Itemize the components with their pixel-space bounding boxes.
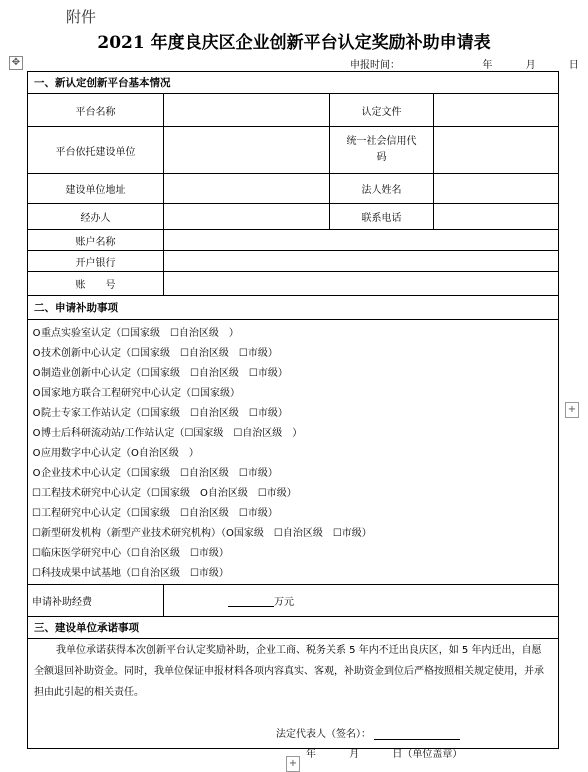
- table-row: [28, 585, 558, 617]
- account-name-label: 账户名称: [28, 230, 164, 250]
- handler-field[interactable]: [164, 204, 330, 229]
- funding-amount-line[interactable]: [228, 595, 274, 607]
- table-row: [28, 230, 558, 251]
- table-row: [28, 272, 558, 296]
- option-label: 技术创新中心认定（☐国家级 ☐自治区级 ☐市级）: [41, 348, 278, 359]
- handler-label: 经办人: [28, 204, 164, 229]
- subsidy-options-area: [28, 320, 558, 585]
- subsidy-option[interactable]: [32, 364, 288, 379]
- table-row: [28, 94, 558, 127]
- legal-rep-label: 法定代表人（签名）：: [276, 729, 371, 740]
- credit-code-field[interactable]: [434, 127, 558, 173]
- subsidy-option[interactable]: [32, 504, 278, 519]
- sign-date: [306, 745, 462, 760]
- option-checkbox-icon[interactable]: ☐: [32, 548, 41, 559]
- section2-heading-row: [28, 296, 558, 320]
- subsidy-option[interactable]: [32, 344, 278, 359]
- page-title: 2021 年度良庆区企业创新平台认定奖励补助申请表: [97, 33, 491, 53]
- subsidy-option[interactable]: [32, 444, 199, 459]
- host-unit-label: 平台依托建设单位: [28, 127, 164, 173]
- funding-field[interactable]: [164, 585, 558, 616]
- section2-heading: 二、申请补助事项: [34, 302, 118, 314]
- table-row: [28, 204, 558, 230]
- bank-label: 开户银行: [28, 251, 164, 271]
- date-month: 月: [525, 60, 536, 71]
- account-no-label: 账 号: [28, 272, 164, 295]
- option-checkbox-icon[interactable]: O: [32, 468, 41, 479]
- signature-line[interactable]: [374, 728, 460, 740]
- option-label: 制造业创新中心认定（☐国家级 ☐自治区级 ☐市级）: [41, 368, 288, 379]
- application-date: [350, 56, 579, 71]
- application-form-table: [27, 71, 559, 760]
- date-day: 日: [568, 60, 579, 71]
- platform-name-label: 平台名称: [28, 94, 164, 126]
- sign-day: 日（单位盖章）: [392, 749, 463, 760]
- pledge-area: [28, 639, 558, 760]
- subsidy-option[interactable]: [32, 564, 229, 579]
- address-field[interactable]: [164, 174, 330, 203]
- section1-heading-row: [28, 72, 558, 94]
- attachment-label: 附件: [66, 8, 97, 26]
- funding-label: 申请补助经费: [28, 585, 164, 616]
- credit-code-label: 统一社会信用代码: [330, 127, 434, 173]
- section3-heading-row: [28, 617, 558, 639]
- option-checkbox-icon[interactable]: O: [32, 448, 41, 459]
- address-label: 建设单位地址: [28, 174, 164, 203]
- subsidy-option[interactable]: [32, 324, 239, 339]
- phone-label: 联系电话: [330, 204, 434, 229]
- option-checkbox-icon[interactable]: O: [32, 368, 41, 379]
- subsidy-option[interactable]: [32, 524, 372, 539]
- option-label: 工程技术研究中心认定（☐国家级 O自治区级 ☐市级）: [41, 488, 297, 499]
- option-checkbox-icon[interactable]: ☐: [32, 508, 41, 519]
- option-checkbox-icon[interactable]: ☐: [32, 528, 41, 539]
- option-label: 博士后科研流动站/工作站认定（☐国家级 ☐自治区级 ）: [41, 428, 303, 439]
- option-label: 应用数字中心认定（O自治区级 ）: [41, 448, 199, 459]
- option-label: 国家地方联合工程研究中心认定（☐国家级）: [41, 388, 240, 399]
- legal-person-label: 法人姓名: [330, 174, 434, 203]
- subsidy-option[interactable]: [32, 484, 297, 499]
- option-checkbox-icon[interactable]: O: [32, 388, 41, 399]
- host-unit-field[interactable]: [164, 127, 330, 173]
- table-row: [28, 251, 558, 272]
- option-checkbox-icon[interactable]: O: [32, 328, 41, 339]
- option-checkbox-icon[interactable]: ☐: [32, 488, 41, 499]
- option-label: 院士专家工作站认定（☐国家级 ☐自治区级 ☐市级）: [41, 408, 288, 419]
- account-name-field[interactable]: [164, 230, 558, 250]
- add-column-plus-icon[interactable]: +: [565, 402, 579, 418]
- cert-doc-field[interactable]: [434, 94, 558, 126]
- funding-unit: 万元: [274, 597, 294, 608]
- option-checkbox-icon[interactable]: O: [32, 428, 41, 439]
- date-label: 申报时间：: [350, 60, 400, 71]
- option-label: 重点实验室认定（☐国家级 ☐自治区级 ）: [41, 328, 239, 339]
- section3-heading: 三、建设单位承诺事项: [34, 622, 139, 634]
- legal-rep-signature: [276, 725, 460, 740]
- option-label: 企业技术中心认定（☐国家级 ☐自治区级 ☐市级）: [41, 468, 278, 479]
- subsidy-option[interactable]: [32, 384, 240, 399]
- add-row-plus-icon[interactable]: +: [286, 756, 300, 772]
- sign-year: 年: [306, 749, 316, 760]
- option-checkbox-icon[interactable]: O: [32, 408, 41, 419]
- sign-month: 月: [349, 749, 360, 760]
- subsidy-option[interactable]: [32, 424, 302, 439]
- subsidy-option[interactable]: [32, 464, 278, 479]
- option-checkbox-icon[interactable]: ☐: [32, 568, 41, 579]
- section1-heading: 一、新认定创新平台基本情况: [34, 77, 171, 89]
- option-label: 临床医学研究中心（☐自治区级 ☐市级）: [41, 548, 229, 559]
- table-row: [28, 174, 558, 204]
- subsidy-option[interactable]: [32, 404, 288, 419]
- table-move-handle-icon[interactable]: ✥: [9, 56, 23, 70]
- phone-field[interactable]: [434, 204, 558, 229]
- option-checkbox-icon[interactable]: O: [32, 348, 41, 359]
- pledge-text: 我单位承诺获得本次创新平台认定奖励补助，企业工商、税务关系 5 年内不迁出良庆区，如 5 年内迁出，自愿全额退回补助资金。同时，我单位保证申报材料各项内容真实、客观，补助资金到位后严格按照相关规定使用，并承担由此引起的相关责任。: [34, 645, 544, 698]
- option-label: 科技成果中试基地（☐自治区级 ☐市级）: [41, 568, 229, 579]
- subsidy-option[interactable]: [32, 544, 229, 559]
- bank-field[interactable]: [164, 251, 558, 271]
- legal-person-field[interactable]: [434, 174, 558, 203]
- date-year: 年: [482, 60, 493, 71]
- account-no-field[interactable]: [164, 272, 558, 295]
- table-row: [28, 127, 558, 174]
- option-label: 工程研究中心认定（☐国家级 ☐自治区级 ☐市级）: [41, 508, 278, 519]
- option-label: 新型研发机构（新型产业技术研究机构）（O国家级 ☐自治区级 ☐市级）: [41, 528, 372, 539]
- platform-name-field[interactable]: [164, 94, 330, 126]
- cert-doc-label: 认定文件: [330, 94, 434, 126]
